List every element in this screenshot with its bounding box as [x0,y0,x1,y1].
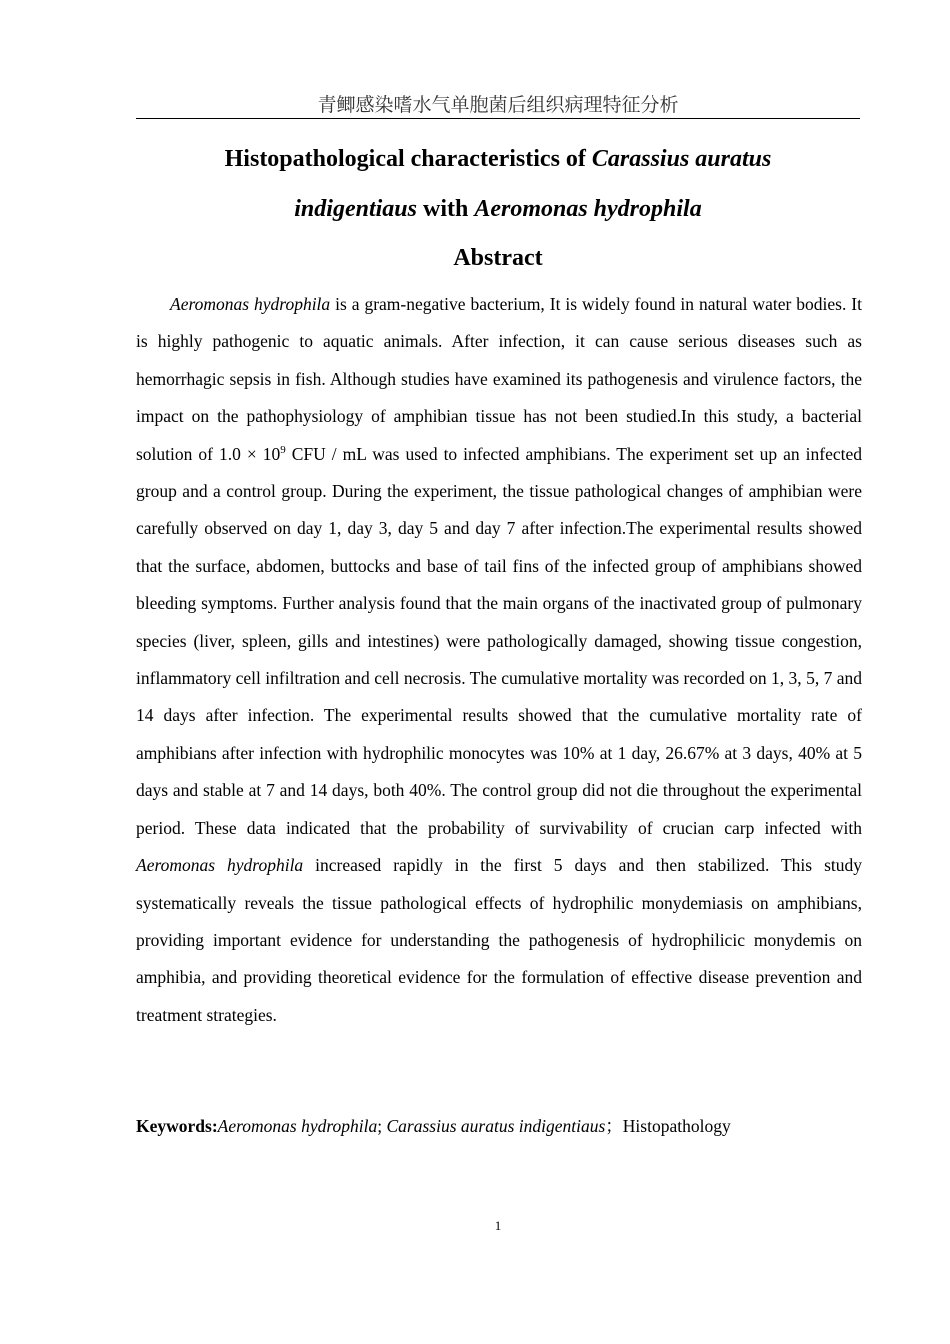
title-text: with [416,196,475,222]
keyword: Histopathology [622,1116,731,1136]
keyword: Carassius auratus indigentiaus [386,1116,606,1136]
abstract-text: CFU / mL was used to infected amphibians. The experiment set up an infected group and a control group. During the experiment, the tissue pathological changes of amphibian were carefully observed on day 1, day 3, day 5 and day 7 after infection.The experimental results showed that the surface, abdomen, buttocks and base of tail fins of the infected group of amphibians showed bleeding symptoms. Further analysis found that the main organs of the inactivated group of pulmonary species (liver, spleen, gills and intestines) were pathologically damaged, showing tissue congestion, inflammatory cell infiltration and cell necrosis. The cumulative mortality was recorded on 1, 3, 5, 7 and 14 days after infection. The experimental results showed that the cumulative mortality rate of amphibians after infection with hydrophilic monocytes was 10% at 1 day, 26.67% at 3 days, 40% at 5 days and stable at 7 and 14 days, both 40%. The control group did not die throughout the experimental period. These data indicated that the probability of survivability of crucian carp infected with [136,443,862,838]
keywords-label: Keywords: [136,1116,218,1136]
keyword-separator: ； [605,1116,623,1136]
abstract-species-name: Aeromonas hydrophila [136,855,304,876]
page-number: 1 [494,1218,502,1233]
title-text: Histopathological characteristics of [224,146,592,172]
title-species-subname: indigentiaus [294,196,417,222]
exponent: 9 [280,443,286,456]
header-divider [136,118,860,119]
paper-title-line-2 [136,196,860,223]
keyword: Aeromonas hydrophila [217,1116,378,1136]
title-species-name: Carassius auratus [591,146,772,172]
title-bacterium-name: Aeromonas hydrophila [474,196,702,222]
abstract-text: is a gram-negative bacterium, It is widely found in natural water bodies. It is highly pathogenic to aquatic animals. After infection, it can cause serious diseases such as hemorrhagic sepsis in fish. Although studies have examined its pathogenesis and virulence factors, the impact on the pathophysiology of amphibian tissue has not been studied.In this study, a bacterial solution of 1.0 × 10 [136,294,862,464]
paper-title-line-1 [136,146,860,173]
abstract-paragraph [136,286,862,1034]
abstract-text: increased rapidly in the first 5 days and then stabilized. This study systematically reveals the tissue pathological effects of hydrophilic monydemiasis on amphibians, providing important evidence for understanding the pathogenesis of hydrophilicic monydemis on amphibia, and providing theoretical evidence for the formulation of effective disease prevention and treatment strategies. [136,855,862,1025]
abstract-heading: Abstract [453,245,543,271]
keyword-separator: ; [377,1116,387,1136]
running-header: 青鲫感染嗜水气单胞菌后组织病理特征分析 [317,95,679,116]
keywords-line [136,1108,862,1145]
abstract-species-name: Aeromonas hydrophila [170,294,331,314]
